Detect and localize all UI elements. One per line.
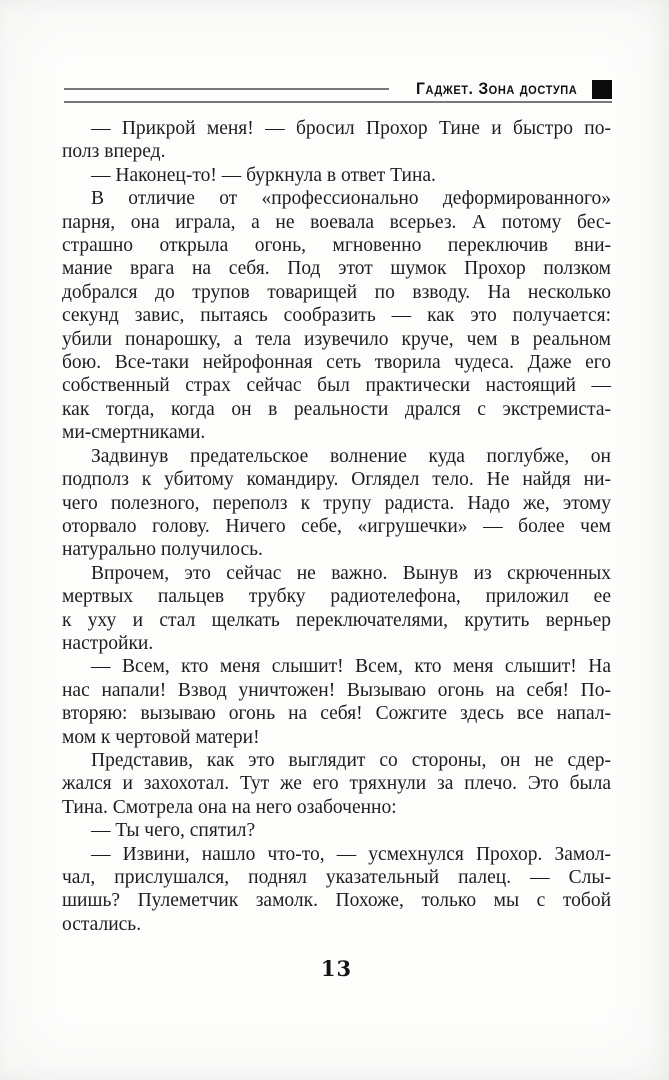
text-line: подполз к убитому командиру. Оглядел тело. Не найдя ни- [62,469,611,491]
text-line: — Ты чего, спятил? [91,820,256,842]
text-line: настройки. [62,632,154,654]
text-line: — Извини, нашло что-то, — усмехнулся Прохор. Замол- [91,843,611,865]
running-title: Гаджет. Зона доступа [415,79,577,98]
text-line: полз вперед. [62,141,166,163]
text-line: Представив, как это выглядит со стороны, он не сдер- [91,749,611,771]
text-line: как тогда, когда он в реальности дрался с экстремиста- [62,398,611,420]
body-text-block [62,117,611,936]
text-line: собственный страх сейчас был практически настоящий — [62,375,611,397]
paragraph [62,164,611,187]
paragraph [62,445,611,562]
text-line: к уху и стал щелкать переключателями, крутить верньер [62,609,611,631]
text-line: секунд завис, пытаясь сообразить — как это получается: [62,305,611,327]
paragraph [62,562,611,656]
text-line: страшно открыла огонь, мгновенно переключив вни- [62,235,611,257]
text-line: — Прикрой меня! — бросил Прохор Тине и быстро по- [91,118,611,139]
running-head [64,78,612,100]
text-line: жался и захохотал. Тут же его тряхнули за плечо. Это была [62,773,611,795]
text-line: шишь? Пулеметчик замолк. Похоже, только мы с тобой [62,890,611,912]
text-line: чал, прислушался, поднял указательный палец. — Слы- [62,867,611,888]
text-line: мом к чертовой матери! [62,726,260,748]
text-line: мертвых пальцев трубку радиотелефона, приложил ее [62,586,611,608]
text-line: вторяю: вызываю огонь на себя! Сожгите здесь все напал- [62,703,611,725]
text-line: добрался до трупов товарищей по взводу. На несколько [62,281,611,303]
text-line: — Наконец-то! — буркнула в ответ Тина. [91,164,436,186]
text-line: остались. [62,913,142,935]
text-line: Задвинув предательское волнение куда поглубже, он [91,445,611,467]
text-line: В отличие от «профессионально деформированного» [91,188,611,210]
paragraph [62,187,611,444]
header-underline-rule [64,101,612,103]
text-line: ми-смертниками. [62,422,206,444]
text-line: — Всем, кто меня слышит! Всем, кто меня слышит! На [91,656,611,678]
black-square-icon [592,80,612,99]
text-line: оторвало голову. Ничего себе, «игрушечки» — более чем [62,515,611,537]
text-line: Впрочем, это сейчас не важно. Вынув из скрюченных [91,562,611,584]
text-line: нас напали! Взвод уничтожен! Вызываю огонь на себя! По- [62,679,611,701]
paragraph [62,843,611,937]
header-rule-left [64,88,389,90]
text-line: бою. Все-таки нейрофонная сеть творила чудеса. Даже его [62,352,611,374]
text-line: убили понарошку, а тела изувечило круче, чем в реальном [62,328,611,350]
text-line: чего полезного, переполз к трупу радиста. Надо же, этому [62,492,611,514]
paragraph [62,117,611,164]
text-line: Тина. Смотрела она на него озабоченно: [62,796,397,818]
paragraph [62,749,611,819]
page-number: 13 [320,956,353,981]
paragraph [62,655,611,749]
text-line: мание врага на себя. Под этот шумок Прохор ползком [62,258,611,280]
text-line: натурально получилось. [62,539,263,561]
paragraph [62,819,611,842]
text-line: парня, она играла, а не воевала всерьез. А потому бес- [62,211,611,233]
